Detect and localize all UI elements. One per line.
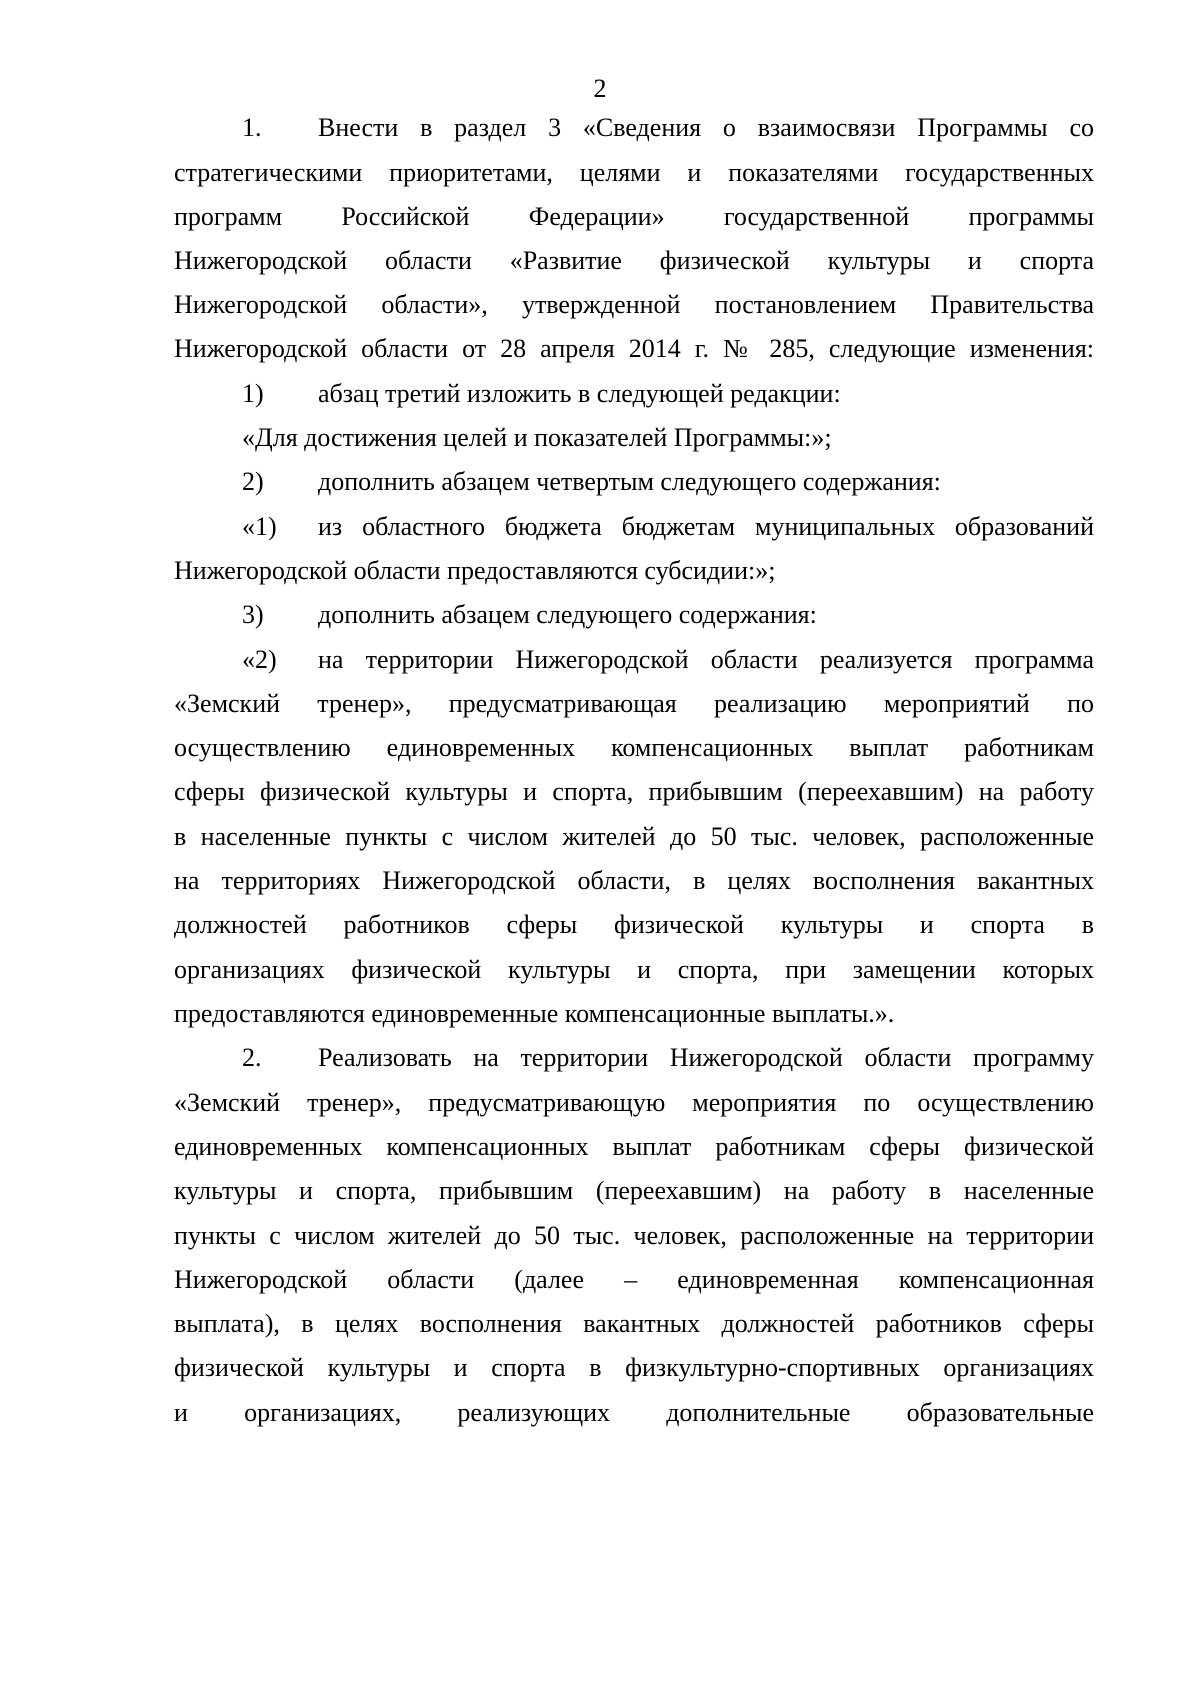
- page-number: 2: [593, 74, 607, 103]
- subitem-1-marker: 1): [242, 379, 264, 408]
- item-2-line: Нижегородской области (далее – единовременная компенсационная: [174, 1265, 1094, 1294]
- quote-3-line: сферы физической культуры и спорта, прибывшим (переехавшим) на работу: [174, 777, 1094, 806]
- quote-3-line: предоставляются единовременные компенсационные выплаты.».: [174, 999, 895, 1028]
- quote-3-line: организациях физической культуры и спорта, при замещении которых: [174, 955, 1094, 984]
- item-1-marker: 1.: [242, 113, 262, 142]
- item-2-line: пункты с числом жителей до 50 тыс. человек, расположенные на территории: [174, 1221, 1094, 1250]
- item-1-line: Нижегородской области», утвержденной постановлением Правительства: [174, 290, 1094, 319]
- item-2-line: и организациях, реализующих дополнительные образовательные: [174, 1398, 1094, 1427]
- item-2-line: физической культуры и спорта в физкультурно-спортивных организациях: [174, 1353, 1094, 1382]
- quote-3-line: осуществлению единовременных компенсационных выплат работникам: [174, 733, 1094, 762]
- quote-3-line: «Земский тренер», предусматривающая реализацию мероприятий по: [174, 689, 1094, 718]
- item-1-line: программ Российской Федерации» государственной программы: [174, 202, 1094, 231]
- quote-2-marker: «1): [242, 512, 277, 541]
- quote-3-marker: «2): [242, 645, 277, 674]
- item-1-line: Нижегородской области от 28 апреля 2014 г. № 285, следующие изменения:: [174, 334, 1094, 363]
- item-2-line: культуры и спорта, прибывшим (переехавшим) на работу в населенные: [174, 1176, 1094, 1205]
- quote-2-line: Нижегородской области предоставляются субсидии:»;: [174, 556, 776, 585]
- quote-1-text: «Для достижения целей и показателей Программы:»;: [242, 423, 832, 452]
- subitem-2-marker: 2): [242, 467, 264, 496]
- subitem-3-text: дополнить абзацем следующего содержания:: [318, 600, 817, 629]
- item-2-line: Реализовать на территории Нижегородской области программу: [318, 1043, 1094, 1072]
- item-2-line: «Земский тренер», предусматривающую мероприятия по осуществлению: [174, 1088, 1094, 1117]
- item-1-line: Внести в раздел 3 «Сведения о взаимосвязи Программы со: [318, 113, 1094, 142]
- item-2-line: единовременных компенсационных выплат работникам сферы физической: [174, 1132, 1094, 1161]
- quote-3-line: в населенные пункты с числом жителей до 50 тыс. человек, расположенные: [174, 822, 1094, 851]
- item-1-line: Нижегородской области «Развитие физической культуры и спорта: [174, 246, 1094, 275]
- quote-3-line: на территории Нижегородской области реализуется программа: [318, 645, 1094, 674]
- item-2-line: выплата), в целях восполнения вакантных должностей работников сферы: [174, 1309, 1094, 1338]
- quote-3-line: должностей работников сферы физической культуры и спорта в: [174, 910, 1094, 939]
- subitem-1-text: абзац третий изложить в следующей редакции:: [318, 379, 841, 408]
- item-1-line: стратегическими приоритетами, целями и показателями государственных: [174, 158, 1094, 187]
- item-2-marker: 2.: [242, 1043, 262, 1072]
- subitem-2-text: дополнить абзацем четвертым следующего содержания:: [318, 467, 941, 496]
- subitem-3-marker: 3): [242, 600, 264, 629]
- quote-2-line: из областного бюджета бюджетам муниципальных образований: [318, 512, 1094, 541]
- quote-3-line: на территориях Нижегородской области, в целях восполнения вакантных: [174, 866, 1094, 895]
